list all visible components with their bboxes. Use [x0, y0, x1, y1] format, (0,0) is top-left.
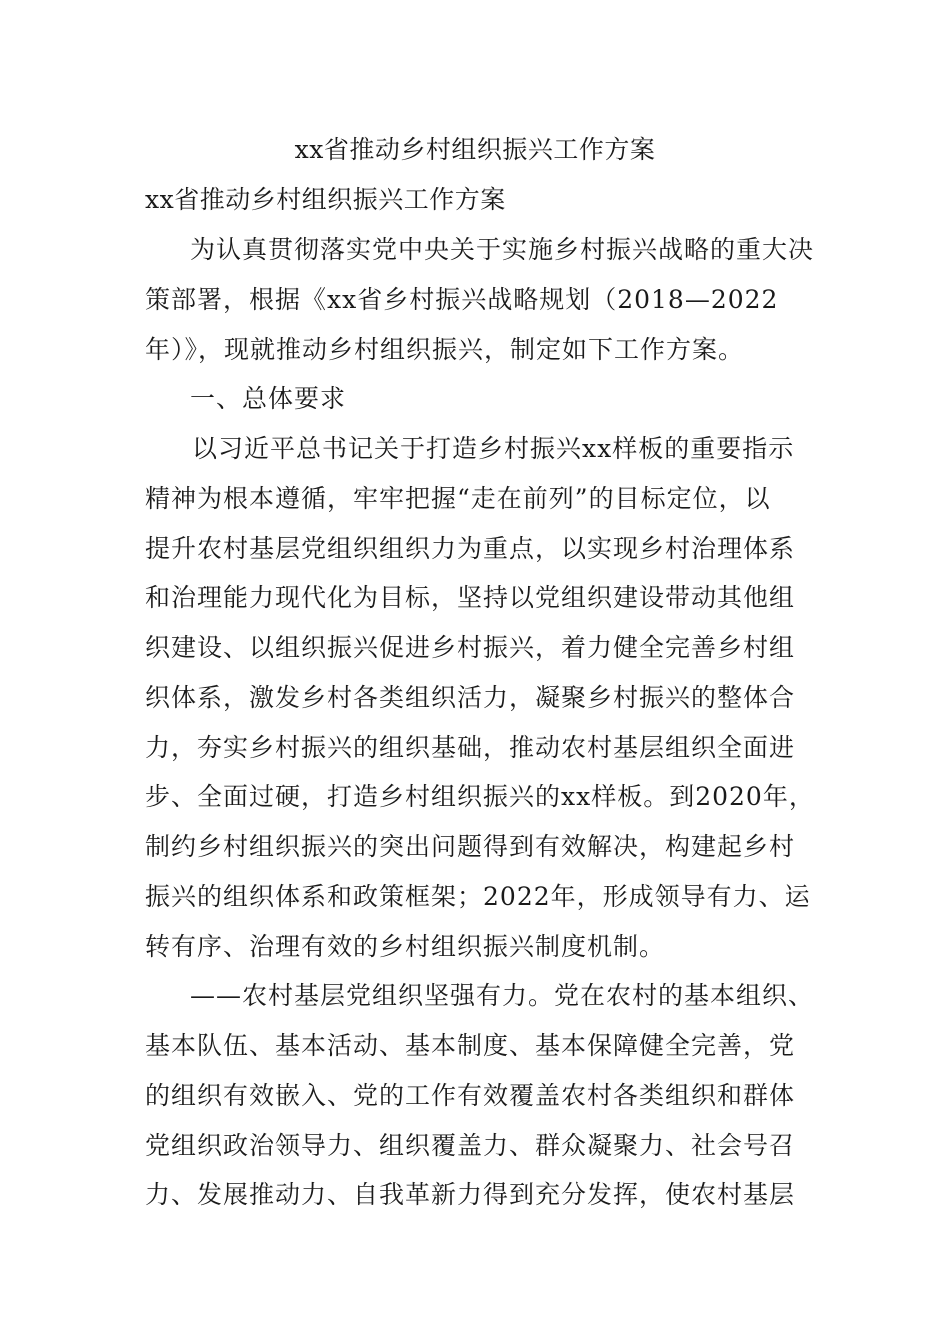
paragraph-line: ——农村基层党组织坚强有力。党在农村的基本组织、: [190, 981, 815, 1010]
paragraph-line: 的组织有效嵌入、党的工作有效覆盖农村各类组织和群体: [145, 1081, 796, 1110]
paragraph-line: 年）》，现就推动乡村组织振兴，制定如下工作方案。: [145, 335, 745, 364]
paragraph-line: 党组织政治领导力、组织覆盖力、群众凝聚力、社会号召: [145, 1131, 796, 1160]
paragraph-line: 提升农村基层党组织组织力为重点，以实现乡村治理体系: [145, 534, 796, 563]
paragraph-line: 步、全面过硬，打造乡村组织振兴的xx样板。到2020年，: [145, 782, 815, 811]
paragraph-line: 以习近平总书记关于打造乡村振兴xx样板的重要指示: [192, 434, 795, 463]
document-subtitle: xx省推动乡村组织振兴工作方案: [145, 185, 506, 214]
paragraph-line: 策部署，根据《xx省乡村振兴战略规划（2018—2022: [145, 285, 779, 314]
paragraph-line: 和治理能力现代化为目标，坚持以党组织建设带动其他组: [145, 583, 796, 612]
paragraph-line: 力、发展推动力、自我革新力得到充分发挥，使农村基层: [145, 1180, 796, 1209]
paragraph-line: 力，夯实乡村振兴的组织基础，推动农村基层组织全面进: [145, 733, 796, 762]
paragraph-line: 为认真贯彻落实党中央关于实施乡村振兴战略的重大决: [190, 235, 815, 264]
document-title: xx省推动乡村组织振兴工作方案: [294, 135, 656, 164]
paragraph-line: 织体系，激发乡村各类组织活力，凝聚乡村振兴的整体合: [145, 683, 796, 712]
paragraph-line: 转有序、治理有效的乡村组织振兴制度机制。: [145, 932, 666, 961]
paragraph-line: 织建设、以组织振兴促进乡村振兴，着力健全完善乡村组: [145, 633, 796, 662]
paragraph-line: 振兴的组织体系和政策框架；2022年，形成领导有力、运: [145, 882, 811, 911]
paragraph-line: 基本队伍、基本活动、基本制度、基本保障健全完善，党: [145, 1031, 796, 1060]
paragraph-line: 制约乡村组织振兴的突出问题得到有效解决，构建起乡村: [145, 832, 796, 861]
section-heading: 一、总体要求: [190, 384, 347, 413]
paragraph-line: 精神为根本遵循，牢牢把握“走在前列”的目标定位，以: [145, 484, 771, 513]
